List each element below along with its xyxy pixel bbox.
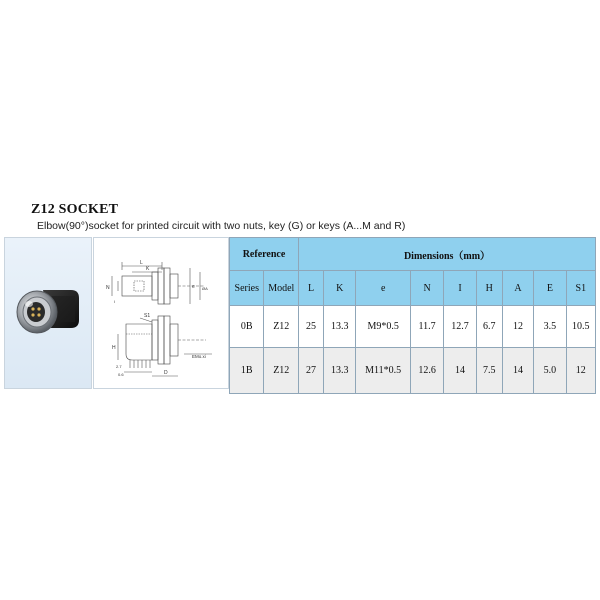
label-E: EMo.xi [192, 354, 206, 359]
column-header-row [230, 271, 596, 306]
table-cell: 12.7 [444, 306, 476, 348]
socket-photo-icon [5, 238, 91, 388]
table-cell: 1B [230, 348, 264, 394]
label-A: ØA [202, 286, 208, 291]
table-cell: 25 [299, 306, 324, 348]
reference-header: Reference [230, 238, 299, 271]
table-row [230, 348, 596, 394]
label-e: e [192, 284, 195, 290]
label-2-7: 2.7 [116, 364, 122, 369]
product-description: Elbow(90°)socket for printed circuit with two nuts, key (G) or keys (A...M and R) [37, 220, 406, 232]
column-header: A [502, 271, 533, 306]
table-cell: 7.5 [476, 348, 502, 394]
dimensions-header: Dimensions（mm） [299, 238, 596, 271]
technical-drawing [93, 237, 229, 389]
table-row [230, 306, 596, 348]
column-header: I [444, 271, 476, 306]
column-header: Model [264, 271, 299, 306]
table-cell: 27 [299, 348, 324, 394]
table-cell: M11*0.5 [356, 348, 410, 394]
table-cell: 13.3 [324, 348, 356, 394]
table-cell: 12.6 [410, 348, 443, 394]
table-cell: M9*0.5 [356, 306, 410, 348]
table-cell: 12 [566, 348, 595, 394]
table-cell: 14 [444, 348, 476, 394]
table-cell: 13.3 [324, 306, 356, 348]
table-cell: 5.0 [534, 348, 566, 394]
label-H: H [112, 345, 116, 351]
table-cell: 12 [502, 306, 533, 348]
table-header-row [230, 238, 596, 271]
label-L: L [140, 260, 143, 266]
table-cell: 14 [502, 348, 533, 394]
table-cell: 10.5 [566, 306, 595, 348]
table-cell: 0B [230, 306, 264, 348]
column-header: L [299, 271, 324, 306]
label-K: K [146, 266, 150, 272]
column-header: e [356, 271, 410, 306]
column-header: N [410, 271, 443, 306]
dimension-drawing-icon [94, 238, 228, 388]
table-cell: 6.7 [476, 306, 502, 348]
dimensions-table [229, 237, 596, 394]
column-header: S1 [566, 271, 595, 306]
table-cell: Z12 [264, 348, 299, 394]
label-I: I [114, 299, 116, 304]
column-header: K [324, 271, 356, 306]
product-photo [4, 237, 92, 389]
column-header: Series [230, 271, 264, 306]
label-0-6: 0.6 [118, 372, 124, 377]
column-header: E [534, 271, 566, 306]
table-cell: 3.5 [534, 306, 566, 348]
column-header: H [476, 271, 502, 306]
label-S1: S1 [144, 313, 151, 319]
label-N: N [106, 285, 110, 291]
page-title: Z12 SOCKET [31, 202, 119, 217]
table-cell: 11.7 [410, 306, 443, 348]
label-D: D [164, 370, 168, 376]
table-cell: Z12 [264, 306, 299, 348]
